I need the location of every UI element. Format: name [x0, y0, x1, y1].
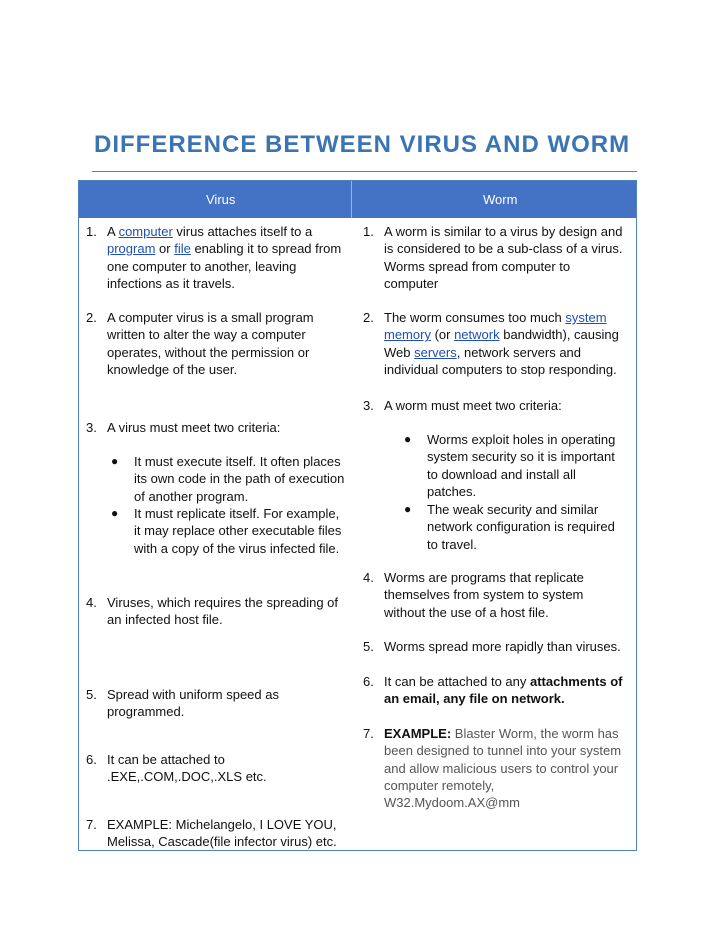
list-number: 5. — [86, 687, 97, 702]
text: The weak security and similar — [427, 502, 599, 517]
bullet-icon: ● — [111, 454, 119, 468]
text: one computer to another, leaving — [107, 258, 297, 274]
text: with a copy of the virus infected file. — [134, 540, 340, 556]
text: A computer virus is a small program — [107, 310, 314, 325]
text: It must execute itself. It often places — [134, 454, 341, 469]
text: Web — [384, 344, 415, 360]
text: to download and install all — [427, 466, 576, 482]
list-number: 1. — [86, 224, 97, 239]
text: Worms spread more rapidly than viruses. — [384, 639, 621, 654]
link-program[interactable]: program — [107, 241, 156, 257]
text: Worms are programs that replicate — [384, 570, 584, 585]
link-memory[interactable]: memory — [384, 327, 431, 343]
text: to travel. — [427, 536, 477, 552]
text: programmed. — [107, 704, 185, 720]
title-underline — [92, 171, 637, 172]
text: or — [155, 241, 175, 257]
text: It can be attached to — [107, 752, 225, 767]
text: virus attaches itself to a — [172, 224, 313, 239]
text: infections as it travels. — [107, 275, 235, 291]
text: The worm consumes too much — [384, 310, 566, 325]
text: EXAMPLE: Michelangelo, I LOVE YOU, — [107, 817, 337, 832]
list-number: 3. — [86, 420, 97, 435]
text: A worm must meet two criteria: — [384, 398, 562, 413]
link-file[interactable]: file — [174, 241, 191, 257]
text: knowledge of the user. — [107, 361, 238, 377]
list-number: 1. — [363, 224, 374, 239]
bullet-icon: ● — [111, 506, 119, 520]
list-number: 6. — [363, 674, 374, 689]
table-header-row — [79, 181, 636, 218]
text: A — [107, 224, 119, 239]
bold-text: attachments of — [530, 674, 623, 689]
text: .EXE,.COM,.DOC,.XLS etc. — [107, 769, 267, 785]
link-system[interactable]: system — [565, 310, 607, 325]
bullet-icon: ● — [404, 502, 412, 516]
text: of another program. — [134, 488, 249, 504]
list-number: 7. — [86, 817, 97, 832]
text: (or — [430, 327, 455, 343]
text: , network servers and — [456, 344, 582, 360]
text: It can be attached to any — [384, 674, 530, 689]
text: individual computers to stop responding. — [384, 361, 617, 377]
text: without the use of a host file. — [384, 604, 549, 620]
text: bandwidth), causing — [499, 327, 619, 343]
text: It must replicate itself. For example, — [134, 506, 340, 521]
text: computer remotely, — [384, 777, 495, 793]
list-number: 4. — [86, 595, 97, 610]
bold-text: an email, any file on network. — [384, 691, 565, 707]
text: Blaster Worm, the worm has — [451, 726, 619, 741]
page-title: DIFFERENCE BETWEEN VIRUS AND WORM — [94, 131, 631, 158]
text: written to alter the way a computer — [107, 327, 306, 343]
text: Spread with uniform speed as — [107, 687, 279, 702]
list-number: 6. — [86, 752, 97, 767]
header-divider — [351, 181, 352, 218]
link-network[interactable]: network — [454, 327, 500, 343]
list-number: 7. — [363, 726, 374, 741]
text: Worms exploit holes in operating — [427, 432, 616, 447]
text: Melissa, Cascade(file infector virus) etc. — [107, 834, 337, 850]
link-computer[interactable]: computer — [118, 224, 173, 239]
text: Viruses, which requires the spreading of — [107, 595, 338, 610]
text: system security so it is important — [427, 449, 615, 465]
list-number: 2. — [86, 310, 97, 325]
text: operates, without the permission or — [107, 344, 310, 360]
text: themselves from system to system — [384, 587, 584, 603]
list-number: 4. — [363, 570, 374, 585]
link-servers[interactable]: servers — [414, 344, 457, 360]
text: computer — [384, 275, 439, 291]
text: W32.Mydoom.AX@mm — [384, 795, 520, 811]
text: A virus must meet two criteria: — [107, 420, 281, 435]
text: A worm is similar to a virus by design and — [384, 224, 623, 239]
bold-text: EXAMPLE: — [384, 726, 452, 741]
text: enabling it to spread from — [190, 241, 342, 257]
text: network configuration is required — [427, 519, 615, 535]
text: an infected host file. — [107, 612, 223, 628]
text: and allow malicious users to control your — [384, 760, 619, 776]
bullet-icon: ● — [404, 432, 412, 446]
text: been designed to tunnel into your system — [384, 743, 622, 759]
list-number: 2. — [363, 310, 374, 325]
header-virus: Virus — [206, 192, 236, 207]
text: is considered to be a sub-class of a virus. — [384, 241, 623, 257]
text: its own code in the path of execution — [134, 471, 345, 487]
text: patches. — [427, 483, 477, 499]
text: Worms spread from computer to — [384, 258, 571, 274]
header-worm: Worm — [483, 192, 518, 207]
list-number: 3. — [363, 398, 374, 413]
list-number: 5. — [363, 639, 374, 654]
text: it may replace other executable files — [134, 523, 342, 539]
